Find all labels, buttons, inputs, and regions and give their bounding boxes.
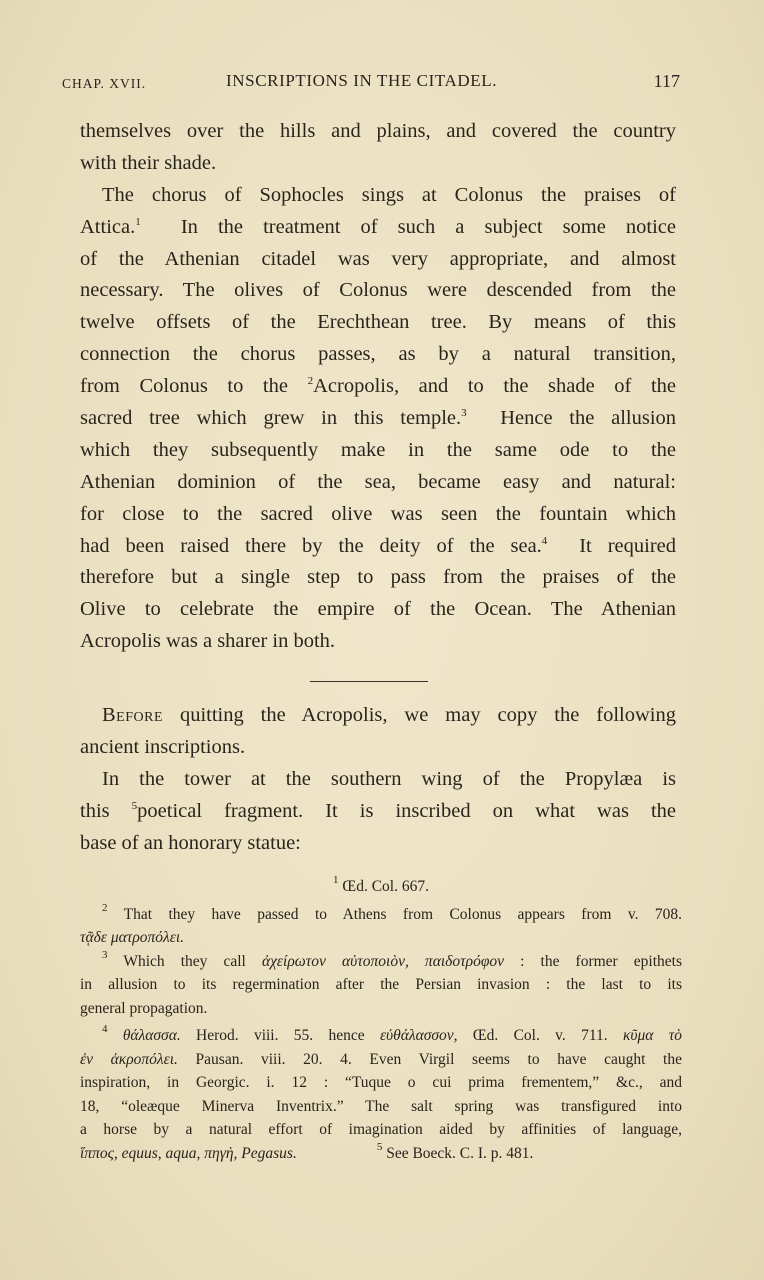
text-line: for close to the sacred olive was seen the fountain which xyxy=(80,502,676,525)
footnote-ref: 5 xyxy=(131,799,138,812)
page-number: 117 xyxy=(653,71,680,91)
text-line: had been raised there by the deity of the sea.$^4$ It required xyxy=(80,534,676,557)
footnote-ref: 2 xyxy=(307,375,314,388)
text-line: which they subsequently make in the same ode to the xyxy=(80,438,676,461)
text-line: Attica.$^1$ In the treatment of such a subject some notice xyxy=(80,215,677,238)
text-line: sacred tree which grew in this temple.$^3$ Hence the allusion xyxy=(80,407,677,430)
text-line: with their shade. xyxy=(80,151,217,174)
footnotes xyxy=(80,875,682,1165)
running-header xyxy=(62,68,680,98)
footnote-1: $^1$ Œd. Col. 667. xyxy=(333,874,429,895)
text-line: In the tower at the southern wing of the Propylæa is xyxy=(102,767,676,790)
text-line: connection the chorus passes, as by a natural transition, xyxy=(80,343,676,366)
footnote-2-greek: τᾷδε ματροπόλει. xyxy=(80,929,185,946)
footnote-2: $^2$ That they have passed to Athens from Colonus appears from v. 708. xyxy=(102,901,682,923)
text-line: The chorus of Sophocles sings at Colonus the praises of xyxy=(102,183,676,206)
text-line: twelve offsets of the Erechthean tree. By means of this xyxy=(80,311,676,334)
footnote-3-line: general propagation. xyxy=(80,999,208,1017)
text-line: therefore but a single step to pass from the praises of the xyxy=(80,566,676,589)
footnote-ref: 3 xyxy=(461,407,467,420)
text-line: of the Athenian citadel was very appropriate, and almost xyxy=(80,247,676,270)
text-line: from Colonus to the $^2$Acropolis, and to the shade of the xyxy=(80,375,677,398)
footnote-3: $^3$ Which they call ἀχείρωτον αὐτοποιὸν, παιδοτρόφον : the former epithets xyxy=(102,948,683,970)
footnote-4-line: a horse by a natural effort of imagination aided by affinities of language, xyxy=(80,1121,682,1138)
footnote-4: $^4$ θάλασσα. Herod. viii. 55. hence εὐθάλασσον, Œd. Col. v. 711. κῦμα τὸ xyxy=(102,1023,683,1044)
footnote-4-line: ἐν ἀκροπόλει. Pausan. viii. 20. 4. Even Virgil seems to have caught the xyxy=(80,1050,682,1068)
text-line: Before quitting the Acropolis, we may copy the following xyxy=(102,704,676,726)
text-line: necessary. The olives of Colonus were descended from the xyxy=(80,279,676,302)
section-lead-word: Before xyxy=(102,704,164,726)
chapter-label: CHAP. XVII. xyxy=(62,76,147,91)
text-line: ancient inscriptions. xyxy=(80,735,246,758)
text-line: Athenian dominion of the sea, became easy and natural: xyxy=(80,470,676,493)
text-line: base of an honorary statue: xyxy=(80,831,301,854)
footnote-4-line: inspiration, in Georgic. i. 12 : “Tuque o cui prima frementem,” &c., and xyxy=(80,1074,682,1091)
footnote-ref: 1 xyxy=(135,215,141,228)
text-line: Olive to celebrate the empire of the Ocean. The Athenian xyxy=(80,598,676,621)
footnote-4-5-line: ἵππος, equus, aqua, πηγὴ, Pegasus. $^5$ See Boeck. C. I. p. 481. xyxy=(80,1140,534,1162)
footnote-5: 5 xyxy=(376,1140,383,1153)
footnote-3-line: in allusion to its regermination after the Persian invasion : the last to its xyxy=(80,976,682,993)
running-title: INSCRIPTIONS IN THE CITADEL. xyxy=(226,71,498,90)
text-line: this $^5$poetical fragment. It is inscribed on what was the xyxy=(80,799,676,822)
footnote-ref: 4 xyxy=(541,534,548,547)
main-text xyxy=(80,116,676,658)
section-divider xyxy=(310,681,428,682)
footnote-4-line: 18, “oleæque Minerva Inventrix.” The salt spring was transfigured into xyxy=(80,1097,682,1115)
text-line: themselves over the hills and plains, and covered the country xyxy=(80,120,676,142)
text-line: Acropolis was a sharer in both. xyxy=(80,630,336,653)
inscriptions-section xyxy=(80,700,676,859)
